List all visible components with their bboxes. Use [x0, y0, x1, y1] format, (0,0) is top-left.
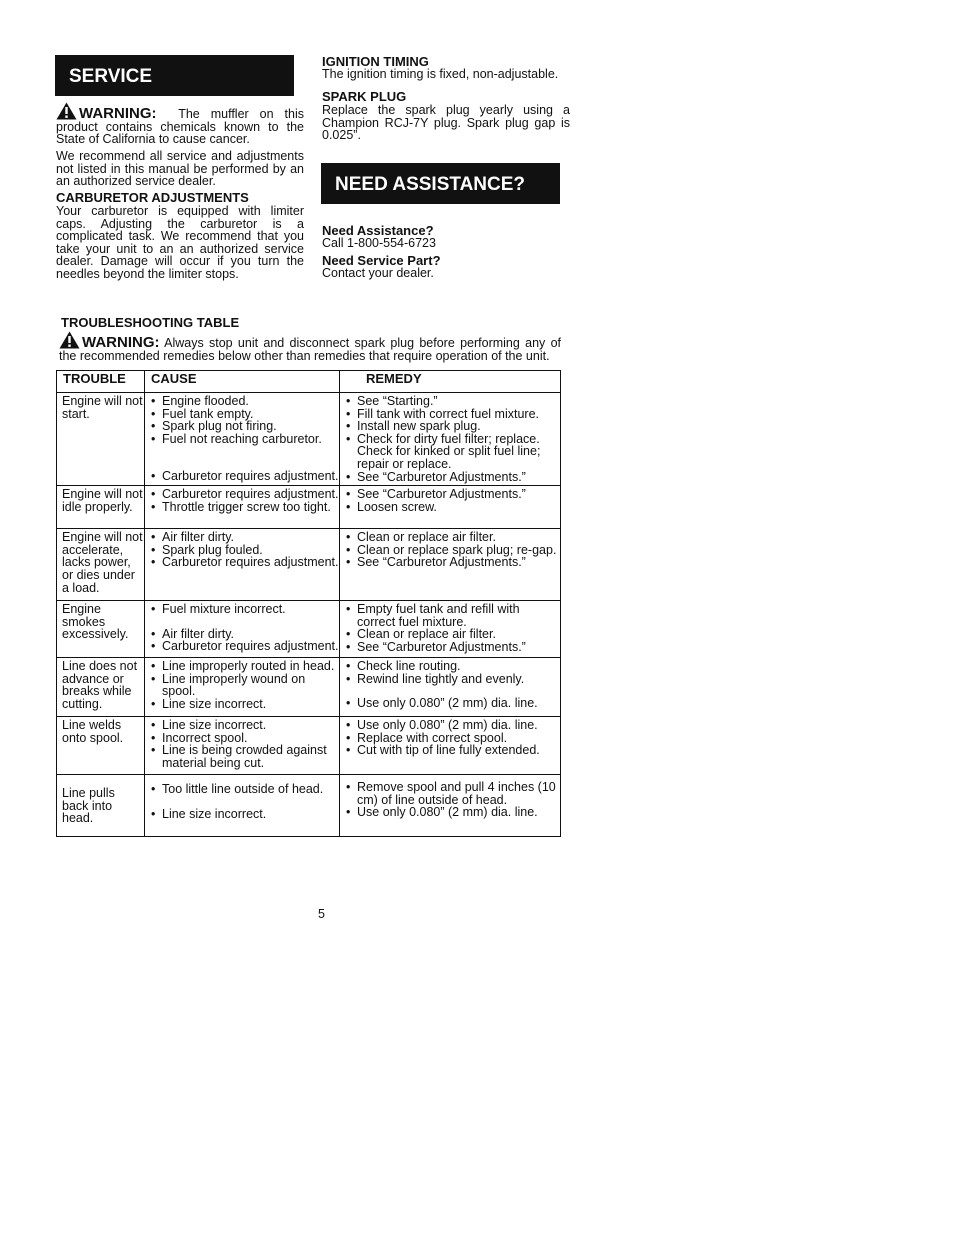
cause-item: • Line is being crowded against material being cut. [149, 744, 339, 769]
warning-text: The muffler on this product contains chemicals known to the State of California to cause cancer. [56, 107, 304, 147]
recommend-paragraph: We recommend all service and adjustments not listed in this manual be performed by an an authorized service dealer. [56, 149, 304, 189]
troubleshooting-heading: TROUBLESHOOTING TABLE [61, 315, 240, 330]
cause-item: • Incorrect spool. [149, 732, 339, 745]
service-part-question: Need Service Part? [322, 253, 441, 268]
column-header-trouble: TROUBLE [57, 371, 145, 393]
column-header-cause: CAUSE [145, 371, 340, 393]
cause-item: • Line improperly wound on spool. [149, 673, 339, 698]
cause-cell [145, 393, 340, 486]
remedy-item: • See “Carburetor Adjustments.” [344, 471, 560, 484]
remedy-item: • Use only 0.080” (2 mm) dia. line. [344, 806, 560, 819]
cause-item: • Too little line outside of head. [149, 783, 339, 796]
trouble-cell: Engine smokes excessively. [57, 601, 145, 658]
warning-label: WARNING: [82, 334, 160, 351]
warning-triangle-icon [56, 102, 77, 120]
remedy-cell [340, 601, 561, 658]
remedy-item: • See “Carburetor Adjustments.” [344, 488, 560, 501]
remedy-item: • Loosen screw. [344, 501, 560, 514]
remedy-item: • Check for dirty fuel filter; replace. Check for kinked or split fuel line; repair or replace. [344, 433, 560, 471]
table-header-row [57, 371, 561, 393]
cause-item: • Line size incorrect. [149, 698, 339, 711]
table-row [57, 529, 561, 601]
cause-cell [145, 601, 340, 658]
cause-cell [145, 775, 340, 837]
remedy-item: • See “Carburetor Adjustments.” [344, 556, 560, 569]
remedy-item: • Rewind line tightly and evenly. [344, 673, 560, 686]
assistance-question: Need Assistance? [322, 223, 434, 238]
cause-item: • Throttle trigger screw too tight. [149, 501, 339, 514]
remedy-item: • Use only 0.080” (2 mm) dia. line. [344, 697, 560, 710]
cause-item: • Spark plug not firing. [149, 420, 339, 433]
table-row [57, 601, 561, 658]
remedy-item: • Empty fuel tank and refill with correct fuel mixture. [344, 603, 560, 628]
table-row [57, 775, 561, 837]
remedy-item: • Replace with correct spool. [344, 732, 560, 745]
remedy-cell [340, 486, 561, 529]
cause-item: • Air filter dirty. [149, 531, 339, 544]
cause-item: • Engine flooded. [149, 395, 339, 408]
cause-item: • Fuel tank empty. [149, 408, 339, 421]
page-number: 5 [318, 907, 325, 921]
trouble-cell: Engine will not idle properly. [57, 486, 145, 529]
trouble-cell: Engine will not accelerate, lacks power, or dies under a load. [57, 529, 145, 601]
trouble-cell: Line does not advance or breaks while cutting. [57, 658, 145, 717]
cause-item: • Carburetor requires adjustment. [149, 488, 339, 501]
cause-item: • Air filter dirty. [149, 628, 339, 641]
remedy-item: • See “Starting.” [344, 395, 560, 408]
cause-item: • Line improperly routed in head. [149, 660, 339, 673]
cause-item: • Fuel mixture incorrect. [149, 603, 339, 616]
trouble-cell: Engine will not start. [57, 393, 145, 486]
table-row [57, 393, 561, 486]
ignition-text: The ignition timing is fixed, non-adjustable. [322, 67, 559, 81]
remedy-item: • Check line routing. [344, 660, 560, 673]
cause-item: • Carburetor requires adjustment. [149, 640, 339, 653]
trouble-cell: Line pulls back into head. [57, 775, 145, 837]
remedy-item: • Clean or replace spark plug; re-gap. [344, 544, 560, 557]
cause-item: • Carburetor requires adjustment. [149, 470, 339, 483]
cause-item: • Fuel not reaching carburetor. [149, 433, 339, 446]
remedy-item: • Clean or replace air filter. [344, 628, 560, 641]
carburetor-heading: CARBURETOR ADJUSTMENTS [56, 190, 249, 205]
table-row [57, 486, 561, 529]
warning-text: Always stop unit and disconnect spark plug before performing any of the recommended remedies below other than remedies that require operation of the unit. [59, 336, 561, 363]
spark-plug-text: Replace the spark plug yearly using a Champion RCJ-7Y plug. Spark plug gap is 0.025”. [322, 103, 570, 143]
cause-item: • Carburetor requires adjustment. [149, 556, 339, 569]
remedy-item: • Fill tank with correct fuel mixture. [344, 408, 560, 421]
ignition-heading: IGNITION TIMING [322, 54, 429, 69]
remedy-cell [340, 529, 561, 601]
dealer-contact: Contact your dealer. [322, 266, 434, 280]
remedy-cell [340, 775, 561, 837]
remedy-item: • Clean or replace air filter. [344, 531, 560, 544]
carburetor-paragraph: Your carburetor is equipped with limiter caps. Adjusting the carburetor is a complicated task. We recommend that you take your unit to an an authorized service dealer. Damage will occur if you turn the needles beyond the limiter stops. [56, 204, 304, 281]
table-row [57, 658, 561, 717]
cause-cell [145, 717, 340, 775]
remedy-item: • Install new spark plug. [344, 420, 560, 433]
cause-item: • Line size incorrect. [149, 808, 339, 821]
muffler-warning [56, 102, 304, 146]
service-banner: SERVICE [55, 55, 294, 96]
remedy-item: • See “Carburetor Adjustments.” [344, 641, 560, 654]
remedy-cell [340, 393, 561, 486]
cause-item: • Line size incorrect. [149, 719, 339, 732]
troubleshooting-warning [59, 331, 561, 362]
cause-cell [145, 486, 340, 529]
remedy-item: • Use only 0.080” (2 mm) dia. line. [344, 719, 560, 732]
remedy-cell [340, 717, 561, 775]
troubleshooting-table [56, 370, 561, 837]
remedy-item: • Cut with tip of line fully extended. [344, 744, 560, 757]
need-assistance-banner: NEED ASSISTANCE? [321, 163, 560, 204]
trouble-cell: Line welds onto spool. [57, 717, 145, 775]
spark-plug-heading: SPARK PLUG [322, 89, 407, 104]
cause-item: • Spark plug fouled. [149, 544, 339, 557]
cause-cell [145, 529, 340, 601]
phone-number: Call 1-800-554-6723 [322, 236, 436, 250]
cause-cell [145, 658, 340, 717]
remedy-cell [340, 658, 561, 717]
remedy-item: • Remove spool and pull 4 inches (10 cm) of line outside of head. [344, 781, 560, 806]
warning-label: WARNING: [79, 105, 157, 122]
column-header-remedy: REMEDY [340, 371, 561, 393]
table-row [57, 717, 561, 775]
warning-triangle-icon [59, 331, 80, 349]
